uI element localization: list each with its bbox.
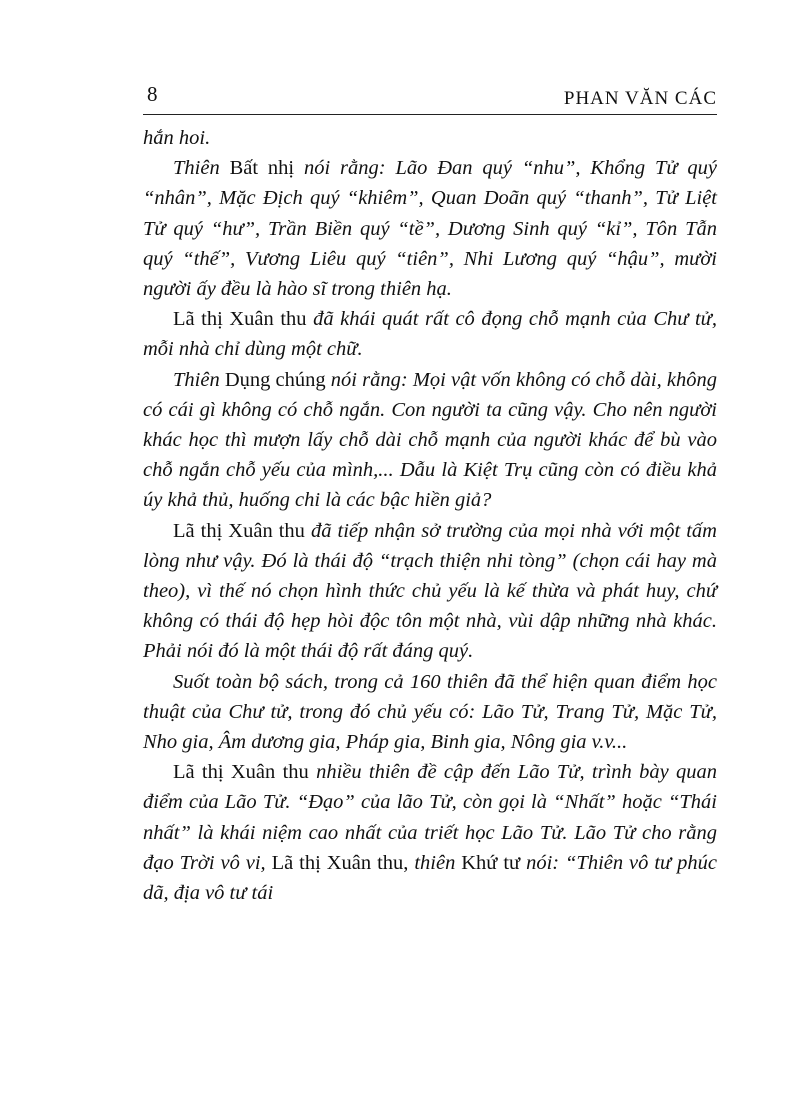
text-run: nói: “Thiên vô tư phúc dã, địa vô tư tái: [143, 851, 717, 905]
text-run: đã khái quát rất cô đọng chỗ mạnh của Chư tử, mỗi nhà chỉ dùng một chữ.: [143, 308, 717, 361]
paragraph: [143, 757, 717, 908]
text-run: Dụng chúng: [224, 368, 331, 391]
text-run: Lã thị Xuân thu: [173, 761, 317, 784]
text-run: hắn hoi.: [143, 127, 211, 149]
text-run: Lã thị Xuân thu,: [271, 851, 415, 874]
text-run: Khứ tư: [461, 851, 527, 874]
body-text: [143, 123, 717, 908]
page-header: [143, 80, 717, 115]
paragraph: [143, 304, 717, 364]
page-number: 8: [147, 82, 158, 106]
text-run: nói rằng: Lão Đan quý “nhu”, Khổng Tử quý “nhân”, Mặc Địch quý “khiêm”, Quan Doãn quý “thanh”, Tử Liệt Tử quý “hư”, Trần Biền quý “tề”, Dương Sinh quý “kỉ”, Tôn Tẫn quý “thế”, Vương Liêu quý “tiên”, Nhi Lương quý “hậu”, mười người ấy đều là hào sĩ trong thiên hạ.: [143, 157, 717, 301]
text-run: Suốt toàn bộ sách, trong cả 160 thiên đã thể hiện quan điểm học thuật của Chư tử, trong đó chủ yếu có: Lão Tử, Trang Tử, Mặc Tử, Nho gia, Âm dương gia, Pháp gia, Binh gia, Nông gia v.v...: [143, 670, 717, 754]
paragraph: [143, 667, 717, 758]
running-head: PHAN VĂN CÁC: [563, 88, 717, 109]
text-run: Thiên: [173, 157, 230, 180]
paragraph: [143, 365, 717, 516]
text-run: Bất nhị: [229, 157, 304, 180]
paragraph: [143, 123, 717, 153]
text-run: nhiều thiên đề cập đến Lão Tử, trình bày quan điểm của Lão Tử. “Đạo” của lão Tử, còn gọi là “Nhất” hoặc “Thái nhất” là khái niệm cao nhất của triết học Lão Tử. Lão Tử cho rằng đạo Trời vô vi,: [143, 761, 717, 874]
text-run: Lã thị Xuân thu: [173, 308, 314, 331]
paragraph: [143, 516, 717, 667]
text-run: Thiên: [173, 368, 225, 391]
text-run: Lã thị Xuân thu: [173, 519, 311, 542]
text-run: nói rằng: Mọi vật vốn không có chỗ dài, không có cái gì không có chỗ ngắn. Con người ta cũng vậy. Cho nên người khác học thì mượn lấy chỗ dài chỗ mạnh của người khác để bù vào chỗ ngắn chỗ yếu của mình,... Dẫu là Kiệt Trụ cũng còn có điều khả úy khả thủ, huống chi là các bậc hiền giả?: [143, 368, 717, 512]
text-run: thiên: [414, 851, 462, 874]
paragraph: [143, 153, 717, 304]
text-run: đã tiếp nhận sở trường của mọi nhà với một tấm lòng như vậy. Đó là thái độ “trạch thiện nhi tòng” (chọn cái hay mà theo), vì thế nó chọn hình thức chủ yếu là kế thừa và phát huy, chứ không có thái độ hẹp hòi độc tôn một nhà, vùi dập những nhà khác. Phải nói đó là một thái độ rất đáng quý.: [143, 519, 717, 663]
